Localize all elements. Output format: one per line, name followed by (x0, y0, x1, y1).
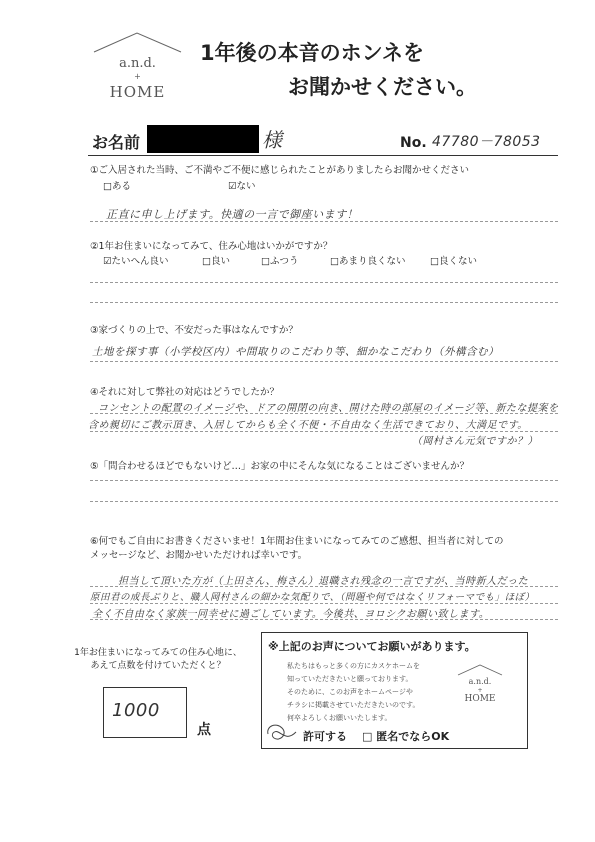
q1-text: ①ご入居された当時、ご不満やご不便に感じられたことがありましたらお聞かせください (90, 165, 470, 176)
q3-line-1 (90, 361, 558, 362)
q1-option-yes: □ある (103, 181, 131, 192)
q5-line-2 (90, 501, 558, 502)
permit-check-mark-icon (262, 718, 302, 748)
score-question (58, 647, 258, 673)
score-question-line-1: 1年お住まいになってみての住み心地に、 (74, 648, 242, 658)
q2-option-2: □良い (202, 256, 230, 267)
logo-home: HOME (109, 83, 166, 101)
q1-line-1 (90, 221, 558, 222)
anonymous-option: □ 匿名でならOK (362, 730, 450, 743)
redacted-name (147, 125, 259, 153)
permit-option: 許可する (303, 730, 347, 743)
q2-option-3: □ふつう (261, 256, 299, 267)
request-body-line-4: チラシに掲載させていただきたいのです。 (287, 701, 420, 709)
page-title (200, 36, 500, 104)
house-roof-icon (455, 663, 505, 677)
request-logo (455, 663, 505, 713)
name-underline (88, 155, 558, 156)
q6-line-2 (90, 603, 558, 604)
logo-plus: + (134, 72, 141, 81)
request-body-line-2: 知っていただきたいと願っております。 (287, 675, 413, 683)
q3-text: ③家づくりの上で、不安だった事はなんですか？ (90, 325, 298, 336)
q6-line-3 (90, 619, 558, 620)
q1-answer: 正直に申し上げます。快適の一言で御座います！ (106, 208, 359, 221)
q2-option-1: ☑たいへん良い (103, 256, 169, 267)
request-body-line-1: 私たちはもっと多くの方にカスケホームを (287, 662, 420, 670)
logo-brand: a.n.d. (119, 56, 156, 71)
house-roof-icon (90, 30, 185, 55)
q4-answer-3: （岡村さん元気ですか？） (412, 436, 538, 447)
title-line-2: お聞かせください。 (288, 75, 477, 99)
no-value: 47780－78053 (432, 134, 541, 150)
q2-option-4: □あまり良くない (330, 256, 406, 267)
q4-text: ④それに対して弊社の対応はどうでしたか？ (90, 387, 280, 398)
honorific: 様 (262, 128, 283, 152)
q6-text-1: ⑥何でもご自由にお書きくださいませ！1年間お住まいになってみてのご感想、担当者に対しての (90, 536, 504, 547)
q2-text: ②1年お住まいになってみて、住み心地はいかがですか？ (90, 241, 333, 252)
q3-answer: 土地を探す事（小学校区内）や間取りのこだわり等、細かなこだわり（外構含む） (92, 346, 499, 358)
q4-answer-2: 含め親切にご教示頂き、入居してからも全く不便・不自由なく生活できており、大満足です。 (88, 420, 528, 431)
score-unit: 点 (197, 722, 211, 738)
score-value: 1000 (112, 700, 160, 721)
q1-option-no: ☑ない (228, 181, 256, 192)
request-body (287, 660, 467, 725)
q2-line-1 (90, 282, 558, 283)
q6-line-1 (90, 586, 558, 587)
request-body-line-3: そのために、このお声をホームページや (287, 688, 413, 696)
score-question-line-2: あえて点数を付けていただくと？ (90, 661, 226, 671)
q4-line-1 (90, 413, 558, 414)
q5-text: ⑤「問合わせるほどでもないけど…」お家の中にそんな気になることはございませんか？ (90, 461, 470, 472)
q6-answer-3: 全く不自由なく家族一同幸せに過ごしています。今後共、ヨロシクお願い致します。 (92, 609, 490, 620)
q4-answer-1: コンセントの配置のイメージや、ドアの開閉の向き、開けた時の部屋のイメージ等、新たな提案を (98, 403, 559, 414)
q6-text-2: メッセージなど、お聞かせいただければ幸いです。 (90, 550, 308, 561)
q5-line-1 (90, 480, 558, 481)
brand-logo (90, 30, 185, 110)
request-logo-plus: + (477, 687, 483, 694)
q2-option-5: □良くない (430, 256, 477, 267)
request-body-line-5: 何卒よろしくお願いいたします。 (287, 714, 392, 722)
request-title: ※上記のお声についてお願いがあります。 (268, 640, 476, 653)
request-logo-brand: a.n.d. (468, 677, 492, 686)
title-line-1: 1年後の本音のホンネを (200, 41, 424, 65)
q6-answer-2: 原田君の成長ぶりと、職人岡村さんの細かな気配りで、（問題や何ではなくリフォーマでも」ほぼ） (90, 592, 535, 603)
q6-answer-1: 担当して頂いた方が（上田さん、梅さん）退職され残念の一言ですが、当時新人だった (118, 576, 529, 587)
q2-line-2 (90, 302, 558, 303)
name-label: お名前 (92, 133, 141, 152)
no-label: No. (400, 135, 427, 151)
request-logo-home: HOME (464, 694, 496, 704)
